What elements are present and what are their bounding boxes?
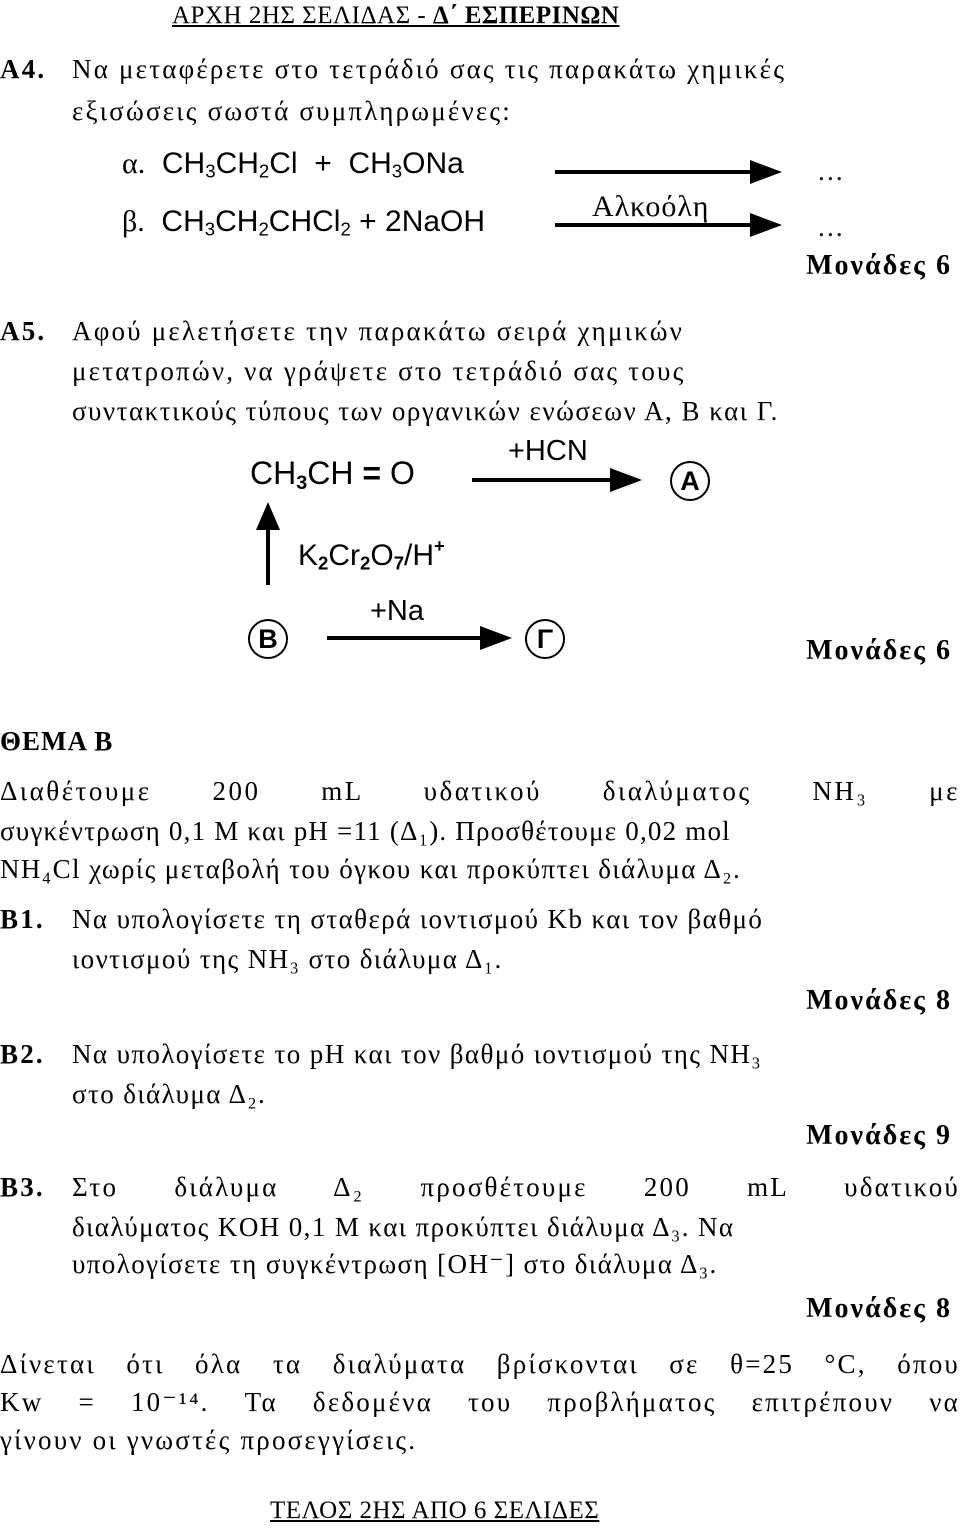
- question-a4-line1: Να μεταφέρετε στο τετράδιό σας τις παρακάτω χημικές: [72, 54, 787, 84]
- page-header-bold: Δ΄ ΕΣΠΕΡΙΝΩΝ: [432, 2, 620, 29]
- page-header-text: ΑΡΧΗ 2ΗΣ ΣΕΛΙΔΑΣ -: [172, 2, 433, 29]
- scheme-hcn-label: +HCN: [508, 435, 588, 467]
- question-a5-line1: Αφού μελετήσετε την παρακάτω σειρά χημικών: [72, 316, 685, 346]
- scheme-compound-a: Α: [670, 461, 710, 501]
- scheme-compound-b: Β: [248, 619, 288, 659]
- scheme-arrow-up: [250, 500, 286, 590]
- question-b3-line3: υπολογίσετε τη συγκέντρωση [OH⁻] στο διάλυμα Δ₃.: [72, 1249, 718, 1279]
- question-b1-line2: ιοντισμού της NH₃ στο διάλυμα Δ₁.: [72, 944, 503, 974]
- question-a5-line3: συντακτικούς τύπους των οργανικών ενώσεων Α, Β και Γ.: [72, 396, 779, 426]
- scheme-acetaldehyde: $CH_3CH = O$: [250, 455, 415, 494]
- question-b1-number: Β1.: [0, 904, 45, 934]
- reaction-b-products: ...: [818, 212, 845, 242]
- scheme-arrow-na: [325, 618, 515, 658]
- b3-marks: Μονάδες 8: [806, 1293, 952, 1324]
- question-a4-line2: εξισώσεις σωστά συμπληρωμένες:: [72, 96, 512, 126]
- reaction-b-plus: +: [359, 205, 377, 238]
- question-a5-number: Α5.: [0, 316, 47, 346]
- b1-marks: Μονάδες 8: [806, 985, 952, 1016]
- arrow-label-alcohol: Αλκοόλη: [592, 190, 710, 223]
- b2-marks: Μονάδες 9: [806, 1120, 952, 1151]
- question-a4-number: Α4.: [0, 54, 47, 84]
- question-b2-number: Β2.: [0, 1039, 45, 1069]
- section-title: ΘΕΜΑ Β: [0, 726, 114, 756]
- scheme-arrow-hcn: [470, 460, 650, 500]
- question-b1-line1: Να υπολογίσετε τη σταθερά ιοντισμού Kb και τον βαθμό: [72, 904, 764, 934]
- question-b3-line1: Στο διάλυμα Δ₂ προσθέτουμε 200 mL υδατικού: [72, 1172, 960, 1202]
- reaction-a-plus: +: [314, 147, 332, 180]
- reaction-b-label: β.: [122, 205, 145, 238]
- a4-marks: Μονάδες 6: [806, 250, 952, 281]
- scheme-compound-g: Γ: [525, 619, 565, 659]
- question-b3-line2: διαλύματος KOH 0,1 M και προκύπτει διάλυμα Δ₃. Να: [72, 1212, 735, 1242]
- page-footer: ΤΕΛΟΣ 2ΗΣ ΑΠΟ 6 ΣΕΛΙΔΕΣ: [270, 1497, 600, 1524]
- question-b3-number: Β3.: [0, 1172, 45, 1202]
- scheme-oxidant: $K_2Cr_2O_7/H^+$: [298, 535, 445, 574]
- question-a5-line2: μετατροπών, να γράψετε στο τετράδιό σας τους: [72, 356, 686, 386]
- note-line3: γίνουν οι γνωστές προσεγγίσεις.: [0, 1425, 418, 1455]
- themaB-paragraph-line2: συγκέντρωση 0,1 M και pH =11 (Δ₁). Προσθέτουμε 0,02 mol: [0, 816, 731, 846]
- page-header: [172, 2, 619, 30]
- question-b2-line2: στο διάλυμα Δ₂.: [72, 1079, 267, 1109]
- scheme-na-label: +Na: [370, 595, 425, 627]
- themaB-paragraph-line3: NH₄Cl χωρίς μεταβολή του όγκου και προκύπτει διάλυμα Δ₂.: [0, 854, 742, 884]
- reaction-a-products: ...: [818, 156, 845, 186]
- question-b2-line1: Να υπολογίσετε το pH και τον βαθμό ιοντισμού της NH₃: [72, 1039, 763, 1069]
- reaction-a: α. $CH_3CH_2Cl + CH_3ONa$: [122, 147, 464, 182]
- a5-marks: Μονάδες 6: [806, 635, 952, 666]
- reaction-a-label: α.: [122, 147, 146, 180]
- reaction-b: β. $CH_3CH_2CHCl_2$ + 2NaOH: [122, 205, 486, 240]
- note-line2: Kw = 10⁻¹⁴. Τα δεδομένα του προβλήματος επιτρέπουν να: [0, 1387, 960, 1417]
- note-line1: Δίνεται ότι όλα τα διαλύματα βρίσκονται σε θ=25 °C, όπου: [0, 1349, 960, 1379]
- themaB-paragraph-line1: Διαθέτουμε 200 mL υδατικού διαλύματος NH₃ με: [0, 776, 960, 806]
